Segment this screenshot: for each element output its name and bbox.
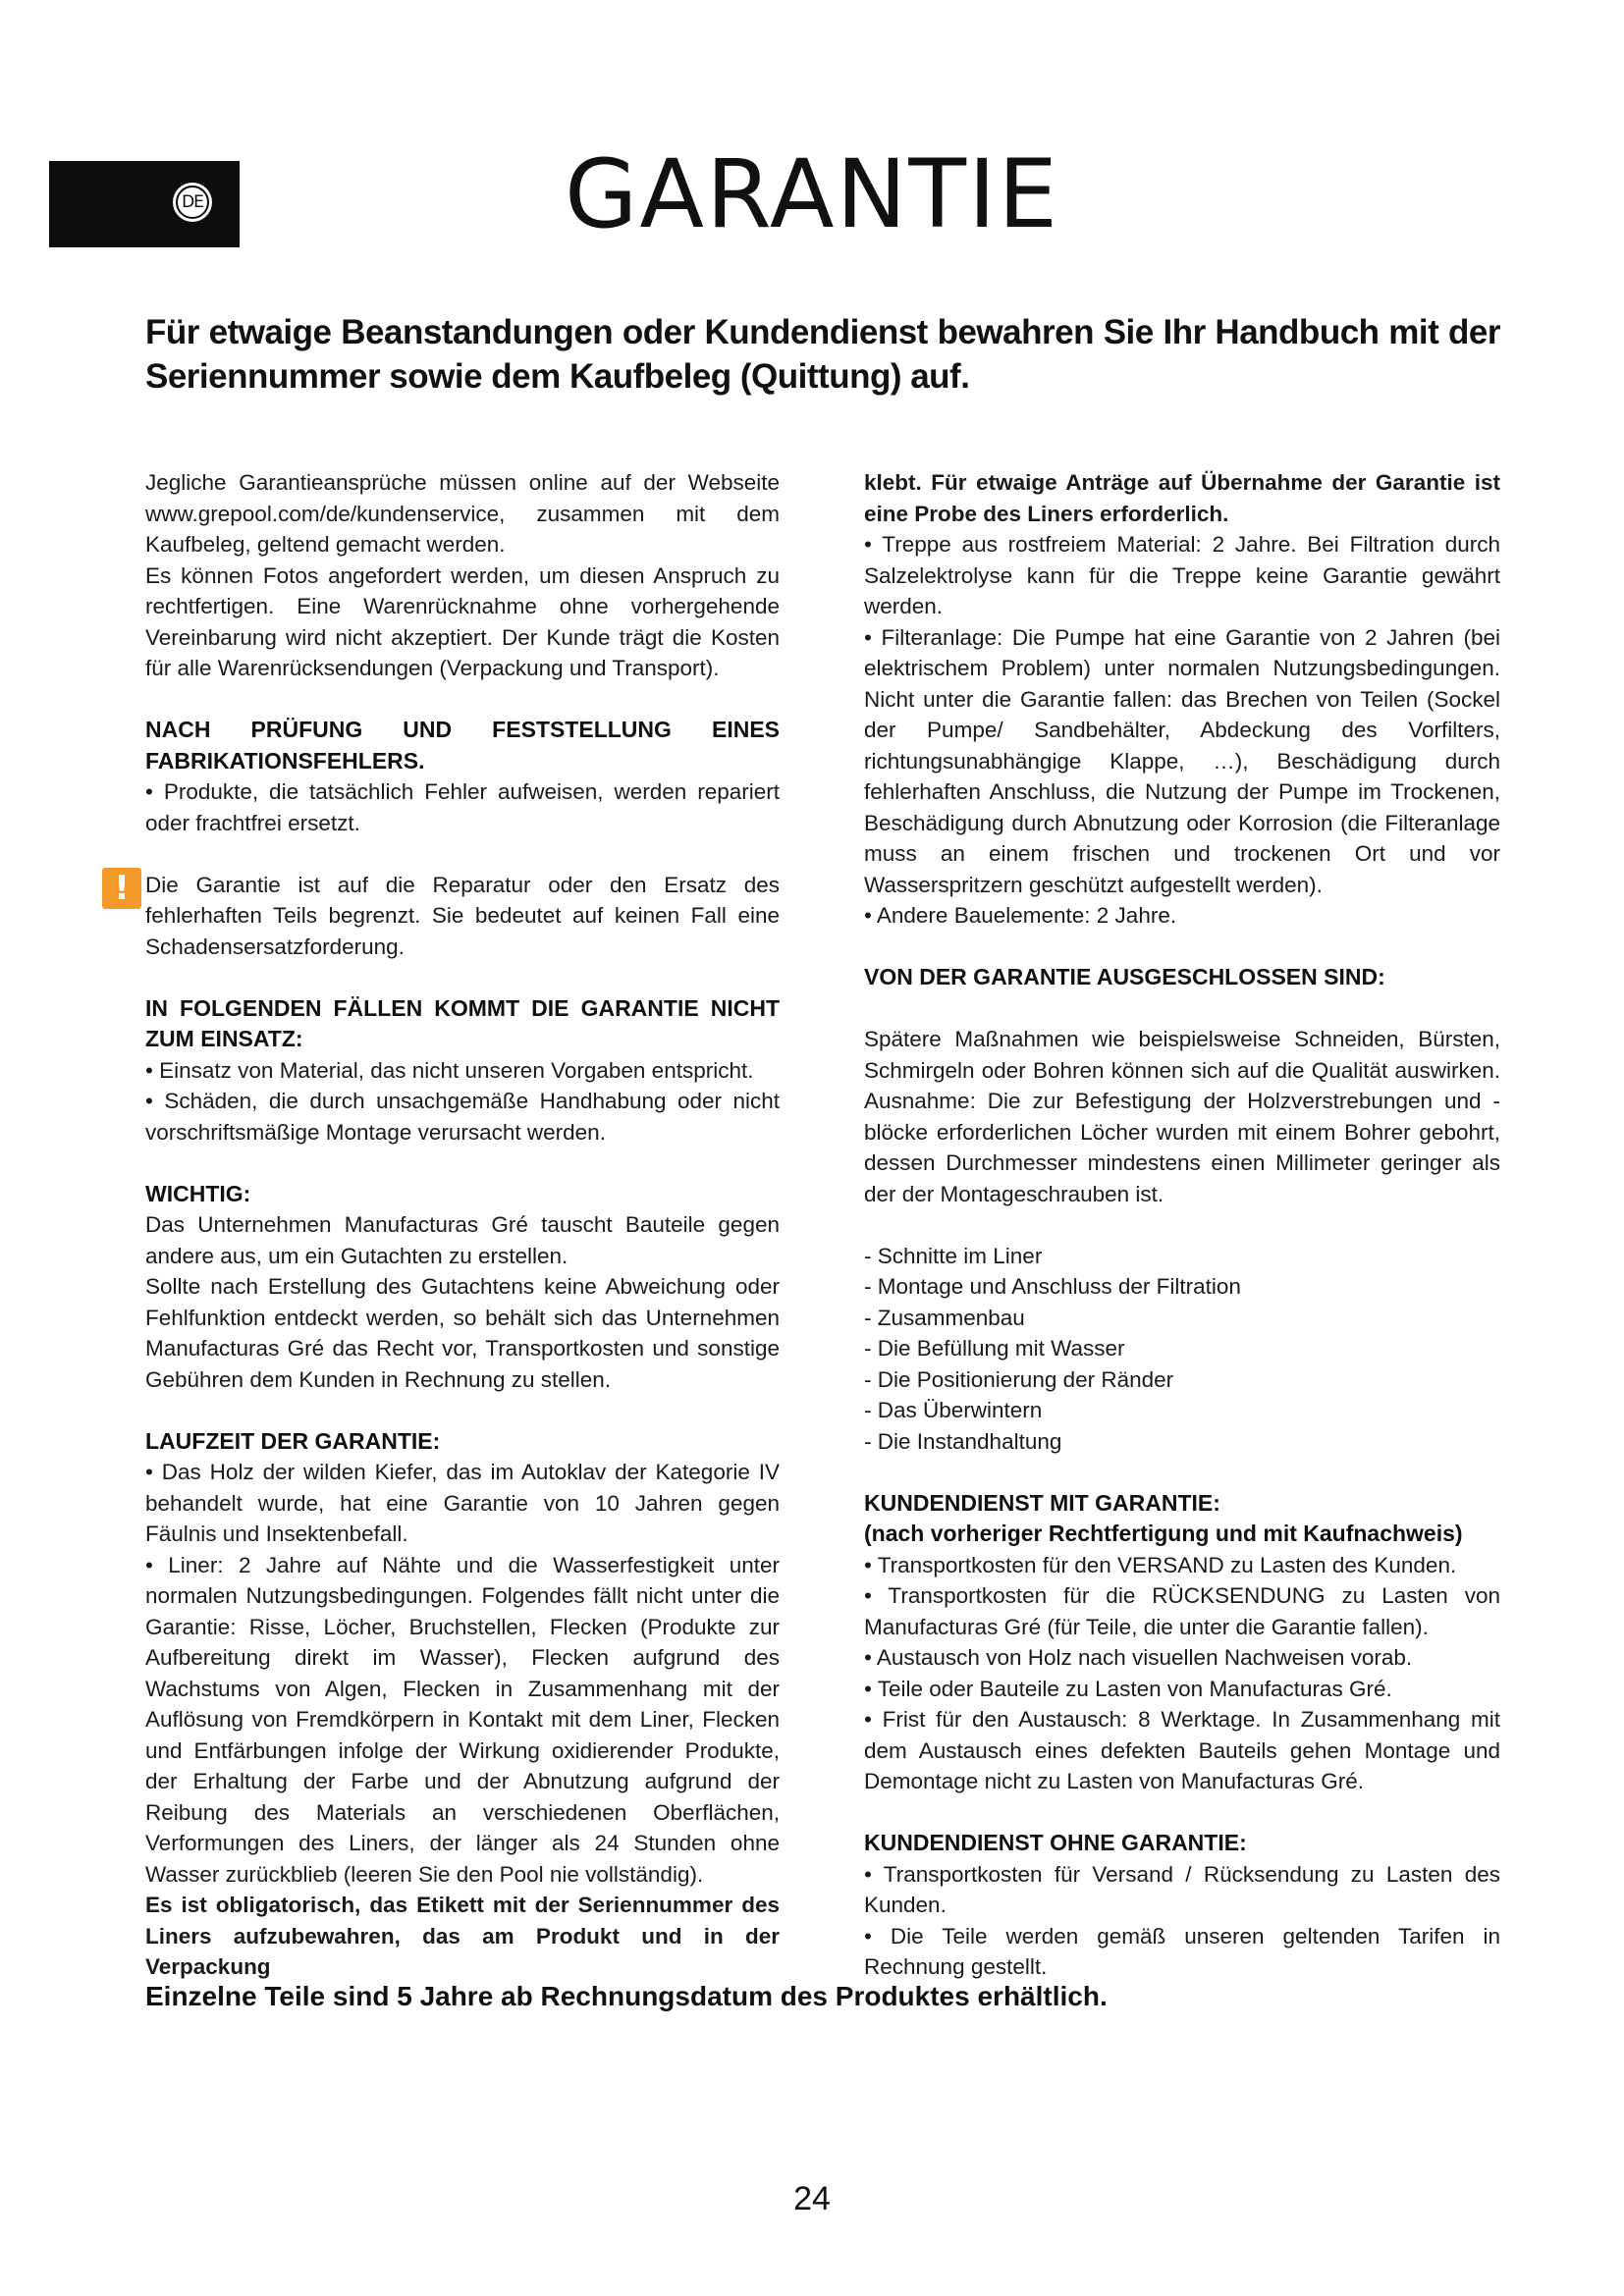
left-column xyxy=(114,467,780,1983)
list-item: - Die Befüllung mit Wasser xyxy=(864,1336,1125,1361)
excluded-list xyxy=(864,1241,1500,1458)
heading-ausgeschlossen: VON DER GARANTIE AUSGESCHLOSSEN SIND: xyxy=(864,964,1385,989)
list-item: • Transportkosten für die RÜCKSENDUNG zu Lasten von Manufacturas Gré (für Teile, die unter die Garantie fallen). xyxy=(864,1583,1500,1639)
ausgeschlossen-text: Spätere Maßnahmen wie beispielsweise Schneiden, Bürsten, Schmirgeln oder Bohren können sich auf die Qualität auswirken. Ausnahme: Die zur Befestigung der Holzverstrebungen und -blöcke erforderlichen Löcher wurden mit einem Bohrer gebohrt, dessen Durchmesser mindestens einen Millimeter geringer als der der Montageschrauben ist. xyxy=(864,1027,1500,1206)
pruefung-text: • Produkte, die tatsächlich Fehler aufweisen, werden repariert oder frachtfrei ersetzt. xyxy=(145,779,780,835)
list-item: - Schnitte im Liner xyxy=(864,1243,1043,1268)
heading-mit-garantie-sub: (nach vorheriger Rechtfertigung und mit Kaufnachweis) xyxy=(864,1521,1463,1546)
obligatorisch-paragraph: Es ist obligatorisch, das Etikett mit der Seriennummer des Liners aufzubewahren, das am Produkt und in der Verpackung xyxy=(145,1893,780,1979)
continuation-paragraph: klebt. Für etwaige Anträge auf Übernahme der Garantie ist eine Probe des Liners erforderlich. xyxy=(864,470,1500,526)
online-claims-paragraph: Jegliche Garantieansprüche müssen online auf der Webseite www.grepool.com/de/kundenservice, zusammen mit dem Kaufbeleg, geltend gemacht werden. xyxy=(145,470,780,557)
list-item: • Die Teile werden gemäß unseren geltenden Tarifen in Rechnung gestellt. xyxy=(864,1923,1500,1979)
wichtig-paragraph-2: Sollte nach Erstellung des Gutachtens keine Abweichung oder Fehlfunktion entdeckt werden, so behält sich das Unternehmen Manufacturas Gré das Recht vor, Transportkosten und sonstige Gebühren dem Kunden in Rechnung zu stellen. xyxy=(145,1274,780,1392)
warning-icon: ! xyxy=(102,868,141,909)
list-item: • Treppe aus rostfreiem Material: 2 Jahre. Bei Filtration durch Salzelektrolyse kann für die Treppe keine Garantie gewährt werden. xyxy=(864,532,1500,618)
heading-nicht-einsatz: IN FOLGENDEN FÄLLEN KOMMT DIE GARANTIE NICHT ZUM EINSATZ: xyxy=(145,994,780,1051)
spare-parts-note: Einzelne Teile sind 5 Jahre ab Rechnungsdatum des Produktes erhältlich. xyxy=(145,1981,1108,2011)
warning-text: Die Garantie ist auf die Reparatur oder den Ersatz des fehlerhaften Teils begrenzt. Sie bedeutet auf keinen Fall eine Schadensersatzforderung. xyxy=(145,872,780,959)
heading-ohne-garantie: KUNDENDIENST OHNE GARANTIE: xyxy=(864,1830,1247,1855)
list-item: - Zusammenbau xyxy=(864,1305,1025,1330)
mit-garantie-list xyxy=(864,1550,1500,1797)
list-item: - Das Überwintern xyxy=(864,1398,1043,1422)
list-item: - Die Positionierung der Ränder xyxy=(864,1366,1174,1392)
heading-wichtig: WICHTIG: xyxy=(145,1180,251,1206)
laufzeit-list xyxy=(145,1457,780,1890)
wichtig-paragraph-1: Das Unternehmen Manufacturas Gré tauscht Bauteile gegen andere aus, um ein Gutachten zu erstellen. xyxy=(145,1212,780,1268)
right-column xyxy=(864,467,1500,1983)
list-item: • Transportkosten für Versand / Rücksendung zu Lasten des Kunden. xyxy=(864,1861,1500,1917)
list-item: • Das Holz der wilden Kiefer, das im Autoklav der Kategorie IV behandelt wurde, hat eine Garantie von 10 Jahren gegen Fäulnis und Insektenbefall. xyxy=(145,1460,780,1546)
list-item: • Liner: 2 Jahre auf Nähte und die Wasserfestigkeit unter normalen Nutzungsbedingungen. Folgendes fällt nicht unter die Garantie: Risse, Löcher, Bruchstellen, Flecken (Produkte zur Aufbereitung direkt im Wasser), Flecken aufgrund des Wachstums von Algen, Flecken in Zusammenhang mit der Auflösung von Fremdkörpern in Kontakt mit dem Liner, Flecken und Entfärbungen infolge der Wirkung oxidierender Produkte, der Erhaltung der Farbe und der Abnutzung aufgrund der Reibung des Materials an verschiedenen Oberflächen, Verformungen des Liners, der länger als 24 Stunden ohne Wasser zurückblieb (leeren Sie den Pool nie vollständig). xyxy=(145,1552,780,1887)
laufzeit-list-continued xyxy=(864,529,1500,932)
nicht-einsatz-list xyxy=(145,1055,780,1148)
photos-paragraph: Es können Fotos angefordert werden, um diesen Anspruch zu rechtfertigen. Eine Warenrücknahme ohne vorhergehende Vereinbarung wird nicht akzeptiert. Der Kunde trägt die Kosten für alle Warenrücksendungen (Verpackung und Transport). xyxy=(145,562,780,680)
list-item: • Transportkosten für den VERSAND zu Lasten des Kunden. xyxy=(864,1552,1457,1577)
list-item: • Schäden, die durch unsachgemäße Handhabung oder nicht vorschriftsmäßige Montage verursacht werden. xyxy=(145,1089,780,1145)
heading-laufzeit: LAUFZEIT DER GARANTIE: xyxy=(145,1427,441,1454)
intro-text: Für etwaige Beanstandungen oder Kundendienst bewahren Sie Ihr Handbuch mit der Seriennummer sowie dem Kaufbeleg (Quittung) auf. xyxy=(145,313,1500,396)
list-item: • Filteranlage: Die Pumpe hat eine Garantie von 2 Jahren (bei elektrischem Problem) unter normalen Nutzungsbedingungen. Nicht unter die Garantie fallen: das Brechen von Teilen (Sockel der Pumpe/ Sandbehälter, Abdeckung des Vorfilters, richtungsunabhängige Klappe, …), Beschädigung durch fehlerhaften Anschluss, die Nutzung der Pumpe im Trockenen, Beschädigung durch Abnutzung oder Korrosion (die Filteranlage muss an einem frischen und trockenen Ort und vor Wasserspritzern geschützt aufgestellt werden). xyxy=(864,624,1500,897)
warning-block xyxy=(114,868,780,963)
ohne-garantie-list xyxy=(864,1859,1500,1983)
list-item: • Austausch von Holz nach visuellen Nachweisen vorab. xyxy=(864,1645,1413,1670)
heading-mit-garantie: KUNDENDIENST MIT GARANTIE: xyxy=(864,1489,1220,1516)
list-item: • Einsatz von Material, das nicht unseren Vorgaben entspricht. xyxy=(145,1057,754,1083)
page-title: GARANTIE xyxy=(565,139,1059,249)
list-item: • Frist für den Austausch: 8 Werktage. In Zusammenhang mit dem Austausch eines defekten Bauteils gehen Montage und Demontage nicht zu Lasten von Manufacturas Gré. xyxy=(864,1707,1500,1793)
list-item: • Andere Bauelemente: 2 Jahre. xyxy=(864,903,1177,928)
list-item: • Teile oder Bauteile zu Lasten von Manufacturas Gré. xyxy=(864,1676,1392,1701)
list-item: - Die Instandhaltung xyxy=(864,1428,1062,1454)
language-code: DE xyxy=(176,186,209,219)
page-number: 24 xyxy=(793,2180,831,2217)
list-item: - Montage und Anschluss der Filtration xyxy=(864,1274,1241,1299)
heading-pruefung: NACH PRÜFUNG UND FESTSTELLUNG EINES FABRIKATIONSFEHLERS. xyxy=(145,717,780,774)
